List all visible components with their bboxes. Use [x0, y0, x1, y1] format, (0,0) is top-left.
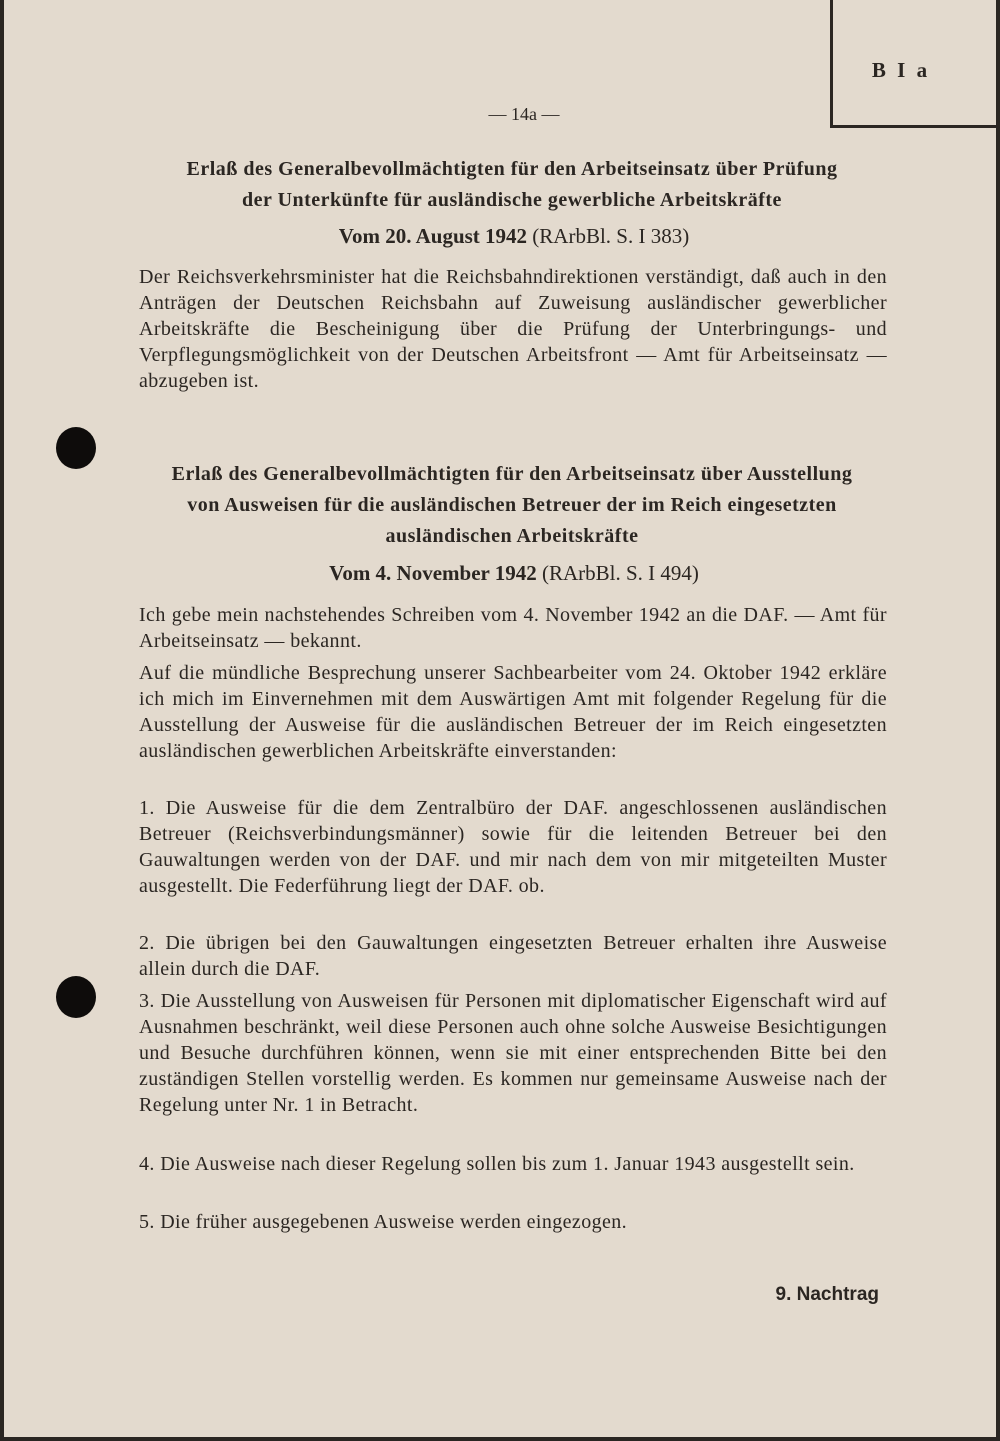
date-reference: (RArbBl. S. I 383) [527, 224, 690, 248]
heading-line: Erlaß des Generalbevollmächtigten für den Arbeitseinsatz über Prüfung [186, 158, 838, 180]
punch-hole [56, 427, 96, 469]
list-item-5: 5. Die früher ausgegebenen Ausweise werden eingezogen. [139, 1211, 628, 1233]
list-item-3: 3. Die Ausstellung von Ausweisen für Personen mit diplomatischer Eigenschaft wird auf Ausnahmen beschränkt, weil diese Personen auch ohne solche Ausweise Besichtigungen und Besuche durchführen können, wenn sie mit einer entsprechenden Bitte bei den zuständigen Stellen vorstellig werden. Es kommen nur gemeinsame Ausweise nach der Regelung unter Nr. 1 in Betracht. [139, 990, 887, 1116]
list-item-4: 4. Die Ausweise nach dieser Regelung sollen bis zum 1. Januar 1943 ausgestellt sein. [139, 1153, 855, 1175]
section2-heading [132, 459, 892, 552]
section1-heading [132, 154, 892, 216]
heading-line: von Ausweisen für die ausländischen Betreuer der im Reich eingesetzten [187, 494, 837, 516]
section2-date [134, 561, 894, 586]
list-item-1: 1. Die Ausweise für die dem Zentralbüro der DAF. angeschlossenen ausländischen Betreuer (Reichsverbindungsmänner) sowie für die leitenden Betreuer bei den Gauwaltungen werden von der DAF. und mir nach dem von mir mitgeteilten Muster ausgestellt. Die Federführung liegt der DAF. ob. [139, 797, 887, 897]
section2-preamble: Auf die mündliche Besprechung unserer Sachbearbeiter vom 24. Oktober 1942 erkläre ich mich im Einvernehmen mit dem Auswärtigen Amt mit folgender Regelung für die Ausstellung der Ausweise für die ausländischen Betreuer der im Reich eingesetzten ausländischen gewerblichen Arbeitskräfte einverstanden: [139, 662, 887, 762]
punch-hole [56, 976, 96, 1018]
list-item-2: 2. Die übrigen bei den Gauwaltungen eingesetzten Betreuer erhalten ihre Ausweise allein durch die DAF. [139, 932, 887, 980]
date-text: Vom 20. August 1942 [338, 224, 528, 248]
heading-line: ausländischen Arbeitskräfte [385, 525, 639, 547]
supplement-note: 9. Nachtrag [775, 1284, 879, 1305]
section1-date [134, 224, 894, 249]
page-number: — 14a — [488, 104, 560, 124]
heading-line: der Unterkünfte für ausländische gewerbliche Arbeitskräfte [242, 189, 782, 211]
date-reference: (RArbBl. S. I 494) [536, 561, 699, 585]
section2-intro: Ich gebe mein nachstehendes Schreiben vom 4. November 1942 an die DAF. — Amt für Arbeitseinsatz — bekannt. [139, 604, 887, 652]
document-page [4, 0, 996, 1437]
heading-line: Erlaß des Generalbevollmächtigten für den Arbeitseinsatz über Ausstellung [171, 463, 853, 485]
section1-body: Der Reichsverkehrsminister hat die Reichsbahndirektionen verständigt, daß auch in den Anträgen der Deutschen Reichsbahn auf Zuweisung ausländischer gewerblicher Arbeitskräfte die Bescheinigung über die Prüfung der Unterbringungs- und Verpflegungsmöglichkeit von der Deutschen Arbeitsfront — Amt für Arbeitseinsatz — abzugeben ist. [139, 266, 887, 392]
date-text: Vom 4. November 1942 [329, 561, 537, 585]
section-code: B I a [871, 58, 931, 82]
